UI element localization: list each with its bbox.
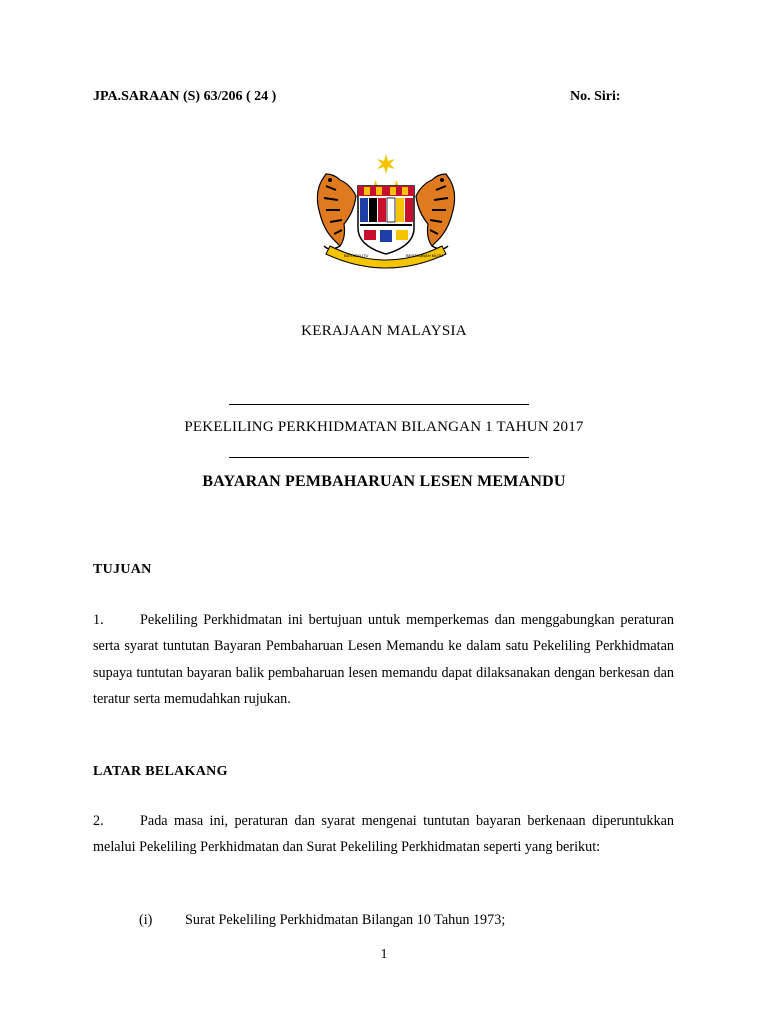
section-heading-tujuan: TUJUAN <box>93 562 152 577</box>
circular-title: PEKELILING PERKHIDMATAN BILANGAN 1 TAHUN 2017 <box>184 419 584 435</box>
list-item-text: Surat Pekeliling Perkhidmatan Bilangan 10 Tahun 1973; <box>185 912 506 928</box>
right-tiger-icon <box>416 174 455 249</box>
paragraph-number: 1. <box>93 612 104 628</box>
government-name: KERAJAAN MALAYSIA <box>301 323 467 339</box>
paragraph-2 <box>93 808 674 861</box>
document-subject: BAYARAN PEMBAHARUAN LESEN MEMANDU <box>202 473 566 490</box>
paragraph-text: Pada masa ini, peraturan dan syarat mengenai tuntutan bayaran berkenaan diperuntukkan melalui Pekeliling Perkhidmatan dan Surat Pekeliling Perkhidmatan seperti yang berikut: <box>93 813 674 856</box>
malaysia-coat-of-arms <box>300 150 472 272</box>
title-rule-bottom <box>229 457 529 458</box>
motto-left-text: BERSEKUTU <box>344 253 369 258</box>
left-tiger-icon <box>317 174 356 249</box>
serial-number-label: No. Siri: <box>570 89 621 104</box>
page-number: 1 <box>380 947 388 962</box>
reference-number: JPA.SARAAN (S) 63/206 ( 24 ) <box>93 89 277 104</box>
list-item-number: (i) <box>139 912 153 928</box>
shield-icon <box>358 186 414 254</box>
paragraph-number: 2. <box>93 813 104 829</box>
title-rule-top <box>229 404 529 405</box>
motto-right-text: BERTAMBAH MUTU <box>406 253 444 258</box>
paragraph-text: Pekeliling Perkhidmatan ini bertujuan untuk memperkemas dan menggabungkan peraturan serta syarat tuntutan Bayaran Pembaharuan Lesen Memandu ke dalam satu Pekeliling Perkhidmatan supaya tuntutan bayaran balik pembaharuan lesen memandu dapat dilaksanakan dengan berkesan dan teratur serta memudahkan rujukan. <box>93 612 674 707</box>
paragraph-1 <box>93 607 674 712</box>
section-heading-latar-belakang: LATAR BELAKANG <box>93 764 228 779</box>
list-item <box>139 912 505 929</box>
